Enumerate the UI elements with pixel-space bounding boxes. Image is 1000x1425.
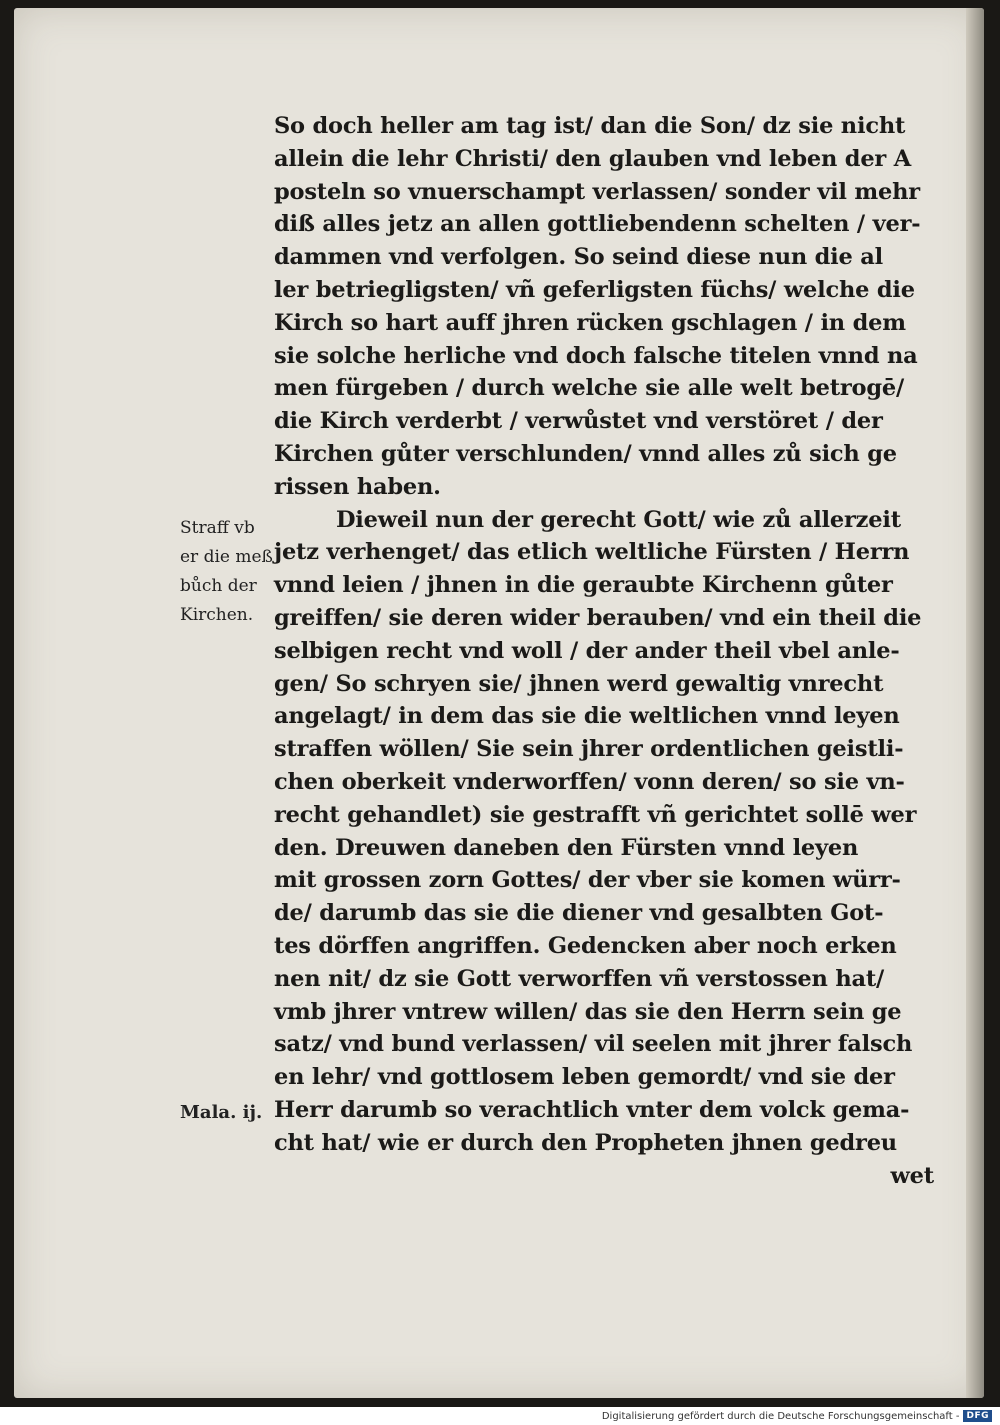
text-line: dammen vnd verfolgen. So seind diese nun die al bbox=[274, 244, 883, 271]
text-line: cht hat/ wie er durch den Propheten jhnen gedreu bbox=[274, 1129, 897, 1156]
text-line: nen nit/ dz sie Gott verworffen vñ verstossen hat/ bbox=[274, 965, 885, 992]
text-line: sie solche herliche vnd doch falsche titelen vnnd na bbox=[274, 342, 918, 369]
margin-note-straff bbox=[180, 514, 273, 630]
text-line: en lehr/ vnd gottlosem leben gemordt/ vnd sie der bbox=[274, 1064, 895, 1091]
text-line: vnnd leien / jhnen in die geraubte Kirchenn gůter bbox=[274, 572, 893, 599]
text-line: die Kirch verderbt / verwůstet vnd verstöret / der bbox=[274, 408, 883, 435]
text-line: rissen haben. bbox=[274, 473, 441, 500]
text-line: ler betriegligsten/ vñ geferligsten füchs/ welche die bbox=[274, 276, 915, 303]
text-line: posteln so vnuerschampt verlassen/ sonder vil mehr bbox=[274, 178, 920, 205]
text-line: Herr darumb so verachtlich vnter dem volck gema- bbox=[274, 1096, 910, 1123]
text-line: de/ darumb das sie die diener vnd gesalbten Got- bbox=[274, 900, 884, 927]
text-line: angelagt/ in dem das sie die weltlichen vnnd leyen bbox=[274, 703, 900, 730]
dfg-logo-icon: DFG bbox=[963, 1410, 992, 1422]
margin-note-line: Straff vb bbox=[180, 518, 255, 538]
text-line: satz/ vnd bund verlassen/ vil seelen mit jhrer falsch bbox=[274, 1031, 913, 1058]
text-line: den. Dreuwen daneben den Fürsten vnnd leyen bbox=[274, 834, 859, 861]
page-edge bbox=[966, 8, 984, 1398]
footer-text: Digitalisierung gefördert durch die Deutsche Forschungsgemeinschaft - bbox=[601, 1410, 960, 1422]
margin-note-line: bůch der bbox=[180, 576, 257, 596]
text-line: mit grossen zorn Gottes/ der vber sie komen würr- bbox=[274, 867, 901, 894]
margin-note-mala bbox=[180, 1098, 262, 1127]
footer-credit bbox=[602, 1409, 992, 1423]
body-text bbox=[274, 110, 934, 1192]
text-line: jetz verhenget/ das etlich weltliche Fürsten / Herrn bbox=[274, 539, 910, 566]
text-line: selbigen recht vnd woll / der ander theil vbel anle- bbox=[274, 637, 900, 664]
text-line: tes dörffen angriffen. Gedencken aber noch erken bbox=[274, 932, 897, 959]
text-line: Kirchen gůter verschlunden/ vnnd alles zů sich ge bbox=[274, 440, 897, 467]
text-line: straffen wöllen/ Sie sein jhrer ordentlichen geistli- bbox=[274, 736, 904, 763]
text-line: recht gehandlet) sie gestrafft vñ gerichtet sollē wer bbox=[274, 801, 917, 828]
text-line: greiffen/ sie deren wider berauben/ vnd ein theil die bbox=[274, 604, 922, 631]
text-line: Kirch so hart auff jhren rücken gschlagen / in dem bbox=[274, 309, 906, 336]
margin-note-line: Kirchen. bbox=[180, 605, 254, 625]
text-line: gen/ So schryen sie/ jhnen werd gewaltig vnrecht bbox=[274, 670, 884, 697]
text-line: diß alles jetz an allen gottliebendenn schelten / ver- bbox=[274, 211, 921, 238]
margin-note-line: er die meß bbox=[180, 547, 273, 567]
text-line: vmb jhrer vntrew willen/ das sie den Herrn sein ge bbox=[274, 998, 902, 1025]
text-line: So doch heller am tag ist/ dan die Son/ dz sie nicht bbox=[274, 113, 906, 139]
text-line: allein die lehr Christi/ den glauben vnd leben der A bbox=[274, 145, 911, 172]
catchword: wet bbox=[890, 1162, 934, 1189]
text-line: Dieweil nun der gerecht Gott/ wie zů allerzeit bbox=[336, 506, 901, 533]
text-line: chen oberkeit vnderworffen/ vonn deren/ so sie vn- bbox=[274, 768, 905, 795]
text-line: men fürgeben / durch welche sie alle welt betrogē/ bbox=[274, 375, 905, 402]
margin-note-line: Mala. ij. bbox=[180, 1102, 263, 1123]
